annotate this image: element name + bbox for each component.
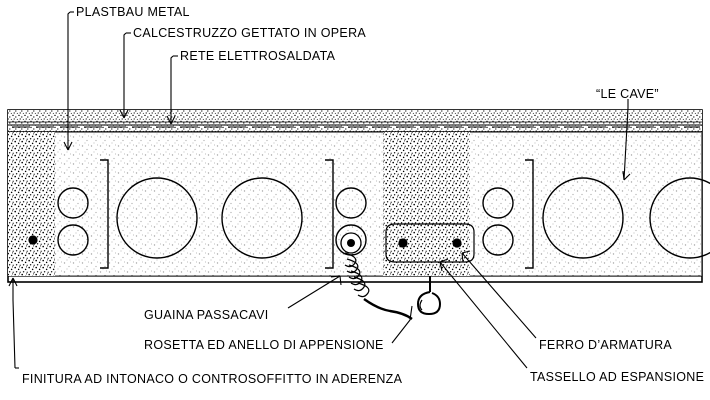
label-rosetta-ed-anello-di-appensione: ROSETTA ED ANELLO DI APPENSIONE <box>144 338 384 352</box>
label-plastbau-metal: PLASTBAU METAL <box>76 5 190 19</box>
label-ferro-d-armatura: FERRO D’ARMATURA <box>539 338 673 352</box>
label-rete-elettrosaldata: RETE ELETTROSALDATA <box>180 49 336 63</box>
label-le-cave: “LE CAVE” <box>596 87 659 101</box>
slab-body <box>8 110 702 282</box>
label-calcestruzzo-gettato-in-opera: CALCESTRUZZO GETTATO IN OPERA <box>133 26 367 40</box>
label-guaina-passacavi: GUAINA PASSACAVI <box>144 308 269 322</box>
label-finitura-ad-intonaco-o-controsoffitto-in-aderenza: FINITURA AD INTONACO O CONTROSOFFITTO IN ADERENZA <box>22 372 403 386</box>
label-tassello-ad-espansione: TASSELLO AD ESPANSIONE <box>530 370 705 384</box>
